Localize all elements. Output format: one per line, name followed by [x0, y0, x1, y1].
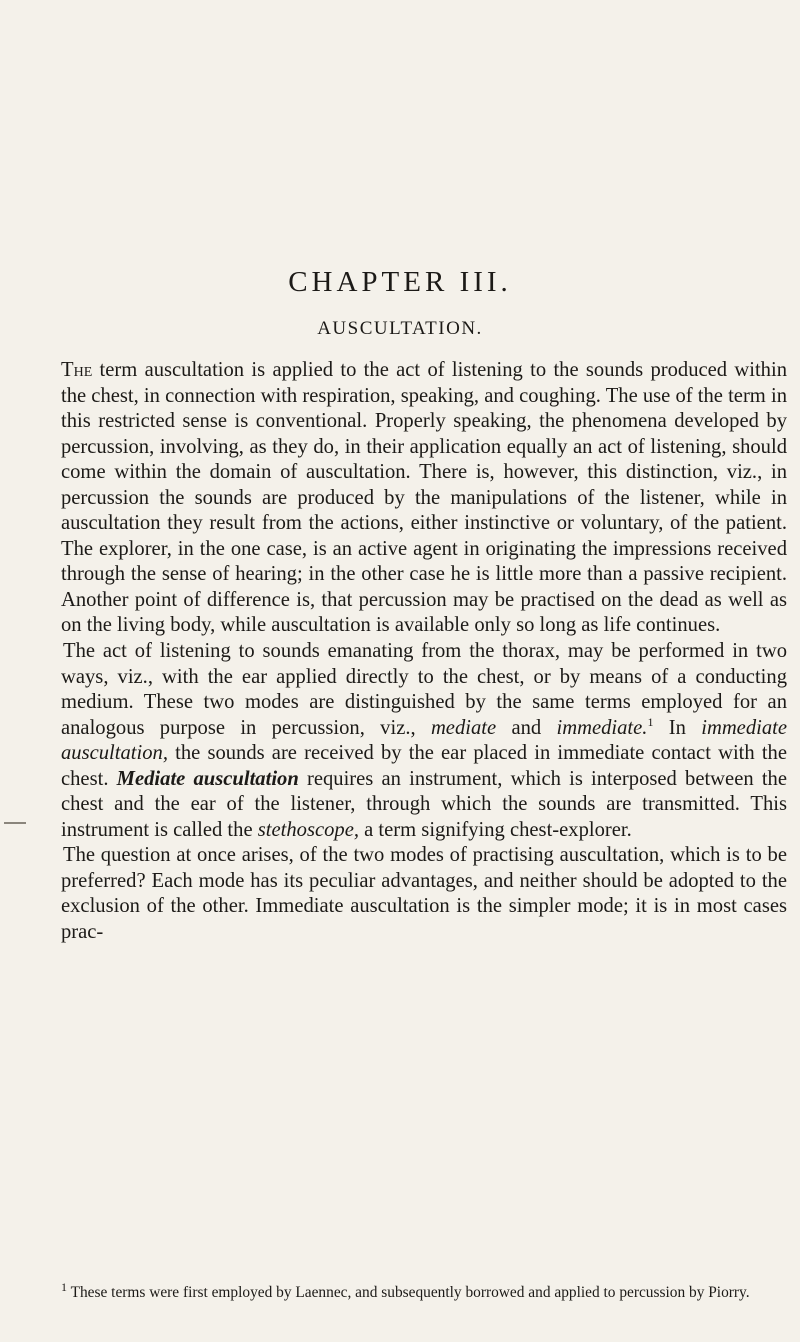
italic-term: immediate auscultation, [61, 716, 788, 765]
paragraph-text: The question at once arises, of the two modes of practising auscultation, which is to be preferred? Each mode has its peculiar advantages, and neither should be adopted to the exclusion of the other. Immediate auscultation is the simpler mode; it is in most cases prac- [61, 844, 787, 944]
footnote-text: These terms were first employed by Laennec, and subsequently borrowed and applied to percussion by Piorry. [67, 1284, 750, 1301]
paragraph-text: requires an instrument, which is interposed between the chest and the ear of the listener, through which the sounds are transmitted. This instrument is called the [61, 767, 787, 841]
italic-term: stethoscope, [257, 818, 359, 841]
paragraph-text: and [496, 716, 557, 739]
drop-word: The [61, 359, 93, 381]
paragraph-text: the sounds are received by the ear placed in immediate contact with the chest. [61, 742, 787, 790]
footnote [61, 1279, 787, 1304]
paragraph-text: a term signifying chest-explorer. [358, 818, 632, 841]
margin-mark [4, 822, 26, 824]
footnote-ref: 1 [647, 714, 654, 729]
paragraph-text: The act of listening to sounds emanating from the thorax, may be performed in two ways, viz., with the ear applied directly to the chest, or by means of a conducting medium. These two modes are distinguished by the same terms employed for an analogous purpose in percussion, viz., [61, 640, 787, 739]
chapter-subtitle: AUSCULTATION. [317, 318, 483, 339]
paragraph-text: term auscultation is applied to the act of listening to the sounds produced within the chest, in connection with respiration, speaking, and coughing. The use of the term in this restricted sense is conventional. Properly speaking, the phenomena developed by percussion, involving, as they do, in their application equally an act of listening, should come within the domain of auscultation. There is, however, this distinction, viz., in percussion the sounds are produced by the manipulations of the listener, while in auscultation they result from the actions, either instinctive or voluntary, of the patient. The explorer, in the one case, is an active agent in originating the impressions received through the sense of hearing; in the other case he is little more than a passive recipient. Another point of difference is, that percussion may be practised on the dead as well as on the living body, while auscultation is available only so long as life continues. [61, 359, 787, 637]
footnote-number: 1 [61, 1279, 67, 1294]
paragraph-text: In [653, 716, 702, 739]
paragraph-2 [61, 639, 787, 843]
italic-term: Mediate auscultation [116, 767, 299, 790]
chapter-title: CHAPTER III. [288, 266, 512, 298]
italic-term: immediate. [556, 716, 648, 739]
body-text [61, 358, 787, 946]
italic-term: mediate [430, 716, 497, 739]
paragraph-1 [61, 358, 787, 639]
paragraph-3 [61, 843, 787, 945]
